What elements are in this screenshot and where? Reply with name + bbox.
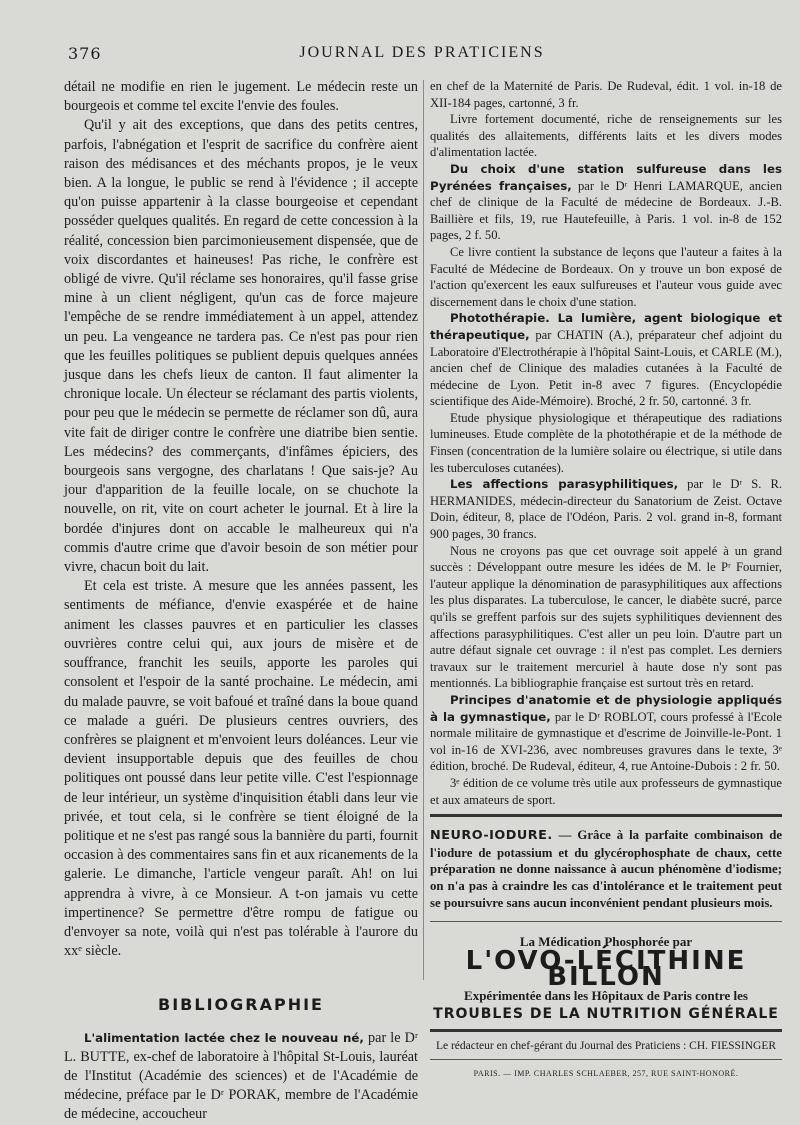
entry-text: par CHATIN (A.), préparateur chef adjoint du Laboratoire d'Electrothérapie à l'hôpital Saint-Louis, et CARLE (M.), ancien chef de Clinique des maladies cutanées à la Faculté de médecine de Lyon. Petit in-8 avec 7 figures. (Encyclopédie scientifique des Aide-Mémoire). Broché, 2 fr. 50, cartonné. 3 fr. [430, 327, 783, 409]
advert-rule [430, 814, 782, 817]
book-title: Les affections parasyphilitiques, [450, 477, 679, 492]
book-details: par le Dʳ L. BUTTE, ex-chef de laboratoire à l'hôpital St-Louis, lauréat de l'Institut (Académie des sciences) et de l'Académie de médecine, préface par le Dʳ PORAK, membre de l'Académie de médecine, accoucheur [64, 1029, 418, 1123]
right-column [430, 78, 782, 1082]
entry-text: en chef de la Maternité de Paris. De Rudeval, édit. 1 vol. in-18 de XII-184 pages, cartonné, 3 fr. [430, 79, 782, 110]
printer-line: PARIS. — IMP. CHARLES SCHLAEBER, 257, RUE SAINT-HONORÉ. [473, 1068, 739, 1078]
column-divider [423, 80, 424, 980]
advert-text: — Grâce à la parfaite combinaison de l'iodure de potassium et du glycérophosphate de chaux, cette préparation ne donne naissance à aucun phénomène d'iodisme; on n'a pas à craindre les cas d'intolérance et le traitement peut se poursuivre sans aucun inconvénient pendant plusieurs mois. [430, 828, 782, 910]
advert-label: NEURO-IODURE. [430, 828, 553, 844]
bibliography-entry [64, 1029, 418, 1125]
bibliography-entry [430, 161, 782, 244]
entry-text: par le Dʳ Henri LAMARQUE, ancien chef de clinique de la Faculté de médecine de Bordeaux. J.-B. Baillière et fils, 19, rue Hautefeuille, à Paris. 1 vol. in-8 de 152 pages, 2 f. 50. [430, 178, 782, 243]
neuro-iodure-advert [430, 823, 782, 917]
ovo-lecithine-advert [430, 926, 782, 1023]
bibliography-entry [430, 476, 782, 542]
paragraph: Qu'il y ait des exceptions, que dans des petits centres, parfois, l'abnégation et l'esprit de sacrifice du confrère aient raison des médisances et des méchants propos, je le veux bien. A la longue, le public se rend à l'évidence ; il accepte qu'on puisse appartenir à la classe bourgeoise et cependant posséder quelques qualités. En regard de cette concession à la réalité, concession bien parcimonieusement dispensée, que de voix discordantes et haineuses! Pas riche, le confrère est obligé de vivre. Qu'il réclame ses honoraires, qu'il fasse grise mine à un client négligent, qu'un cas de force majeure l'empêche de se rendre immédiatement à un appel, attendez un peu. La vengeance ne tardera pas. Ce n'est pas pour rien que les feuilles politiques se publient depuis quelques années jusque dans les chefs lieux de canton. Il faut alimenter la chronique locale. Un électeur se réclamant des partis violents, pour peu que le médecin se permette de réclamer son dû, aura vite fait de diriger contre le confrère une diatribe bien sentie. Les médecins? des commerçants, d'infâmes épiciers, des bourgeois sans vergogne, des charlatans ! Que sais-je? Au jour d'apparition de la feuille locale, on se chuchote la nouvelle, on rit, vite on court acheter le journal. Et à lire la bordée d'injures dont on accable le malheureux qui n'a commis d'autre crime que d'avoir besoin de son métier pour vivre, chacun boit du lait. [64, 117, 418, 576]
page-number: 376 [68, 44, 102, 63]
bibliography-review [430, 244, 782, 310]
book-title: Photothérapie. La lumière, agent biologique et thérapeutique, [430, 311, 782, 342]
advert-line: TROUBLES DE LA NUTRITION GÉNÉRALE [433, 1006, 779, 1023]
bibliography-entry [430, 78, 782, 111]
advert-line: La Médication Phosphorée par [519, 934, 693, 950]
bibliography-review [430, 111, 782, 161]
book-title: Du choix d'une station sulfureuse dans les Pyrénées françaises, [430, 161, 782, 193]
bibliography-heading: BIBLIOGRAPHIE [158, 995, 324, 1015]
advert-brand: L'OVO-LÉCITHINE BILLON [465, 945, 747, 993]
entry-text: par le Dʳ S. R. HERMANIDES, médecin-directeur du Sanatorium de Zeist. Octave Doin, éditeur, 8, place de l'Odéon, Paris. 2 vol. grand in-8, formant 900 pages, 30 francs. [430, 477, 782, 542]
advert-rule [430, 1029, 782, 1032]
bibliography-review [430, 410, 782, 476]
journal-title: JOURNAL DES PRATICIENS [299, 44, 545, 61]
bibliography-review [430, 775, 782, 808]
entry-text: Etude physique physiologique et thérapeutique des radiations lumineuses. Etude complète de la photothérapie et de la méthode de Finsen (concentration de la lumière solaire ou électrique, si utile dans les tuberculoses cutanées). [430, 410, 782, 475]
book-title: L'alimentation lactée chez le nouveau né, [84, 1030, 364, 1045]
entry-text: Livre fortement documenté, riche de renseignements sur les qualités des allaitements, différents laits et les divers modes d'alimentation lactée. [430, 112, 782, 160]
entry-text: 3ᵉ édition de ce volume très utile aux professeurs de gymnastique et aux amateurs de sport. [430, 775, 782, 807]
page-header [62, 42, 782, 70]
entry-text: Ce livre contient la substance de leçons que l'auteur a faites à la Faculté de Médecine de Bordeaux. On y trouve un bon exposé de l'action qu'exercent les eaux sulfureuses et l'auteur vous guide avec discernement dans le choix d'une station. [430, 244, 782, 309]
editor-line: Le rédacteur en chef-gérant du Journal des Praticiens : CH. FIESSINGER [435, 1040, 777, 1053]
bibliography-review [430, 543, 782, 692]
paragraph: Et cela est triste. A mesure que les années passent, les sentiments de méfiance, d'envie exaspérée et de haine animent les classes pauvres et en particulier les classes ouvrières contre celui qui, aux jours de misère et de souffrance, franchit les seuils, apporte les paroles qui consolent et l'espoir de la santé prochaine. Le médecin, ami du malade pauvre, se voit bafoué et traîné dans la boue quand ce malade a guéri. De plusieurs centres ouvriers, des confrères se plaignent et m'envoient leurs doléances. Leur vie devient insupportable depuis que des feuilles de chou politiques ont poussé dans leur petite ville. C'est l'espionnage de leur intérieur, un système d'inquisition établi dans leur vie privée, et tout cela, si le confrère se tient éloigné de la politique et ne s'est pas rangé sous la bannière du parti, fournit occasion à des commentaires sans fin et aux ricanements de la galerie. Le dimanche, l'article vengeur paraît. Ah! on lui apprendra à vivre, à ce Monsieur. A t-on jamais vu cette impertinence? Se permettre d'être rompu de fatigue ou d'envoyer sa note, voilà qui n'est pas tolérable à l'aurore du xxᵉ siècle. [64, 578, 418, 960]
bibliography-entry [430, 310, 782, 410]
advert-line: Expérimentée dans les Hôpitaux de Paris contre les [464, 987, 748, 1003]
advert-rule [430, 921, 782, 922]
left-column [64, 78, 418, 1125]
paragraph: détail ne modifie en rien le jugement. Le médecin reste un bourgeois et comme tel excite l'envie des foules. [64, 79, 418, 115]
bibliography-entry [430, 692, 782, 775]
book-title: Principes d'anatomie et de physiologie appliqués à la gymnastique, [430, 692, 782, 724]
entry-text: Nous ne croyons pas que cet ouvrage soit appelé à un grand succès : Développant outre mesure les idées de M. le Pʳ Fournier, l'auteur applique la dénomination de parasyphilitiques aux affections les plus disparates. La tuberculose, le cancer, le diabète sucré, parce qu'ils se greffent parfois sur des sujets syphilitiques deviennent des affections parasyphilitiques. C'est aller un peu loin. D'autre part un autre défaut signale cet ouvrage : il n'est pas complet. Les derniers travaux sur le traitement mercuriel à haute dose n'y sont pas mentionnés. La bibliographie française est surtout très en retard. [430, 543, 782, 691]
entry-text: par le Dʳ ROBLOT, cours professé à l'Ecole normale militaire de gymnastique et d'escrime de Joinville-le-Pont. 1 vol in-16 de XVI-236, avec nombreuses gravures dans le texte, 3ᵉ édition, broché. De Rudeval, éditeur, 4, rue Antoine-Dubois : 2 fr. 50. [430, 709, 782, 774]
